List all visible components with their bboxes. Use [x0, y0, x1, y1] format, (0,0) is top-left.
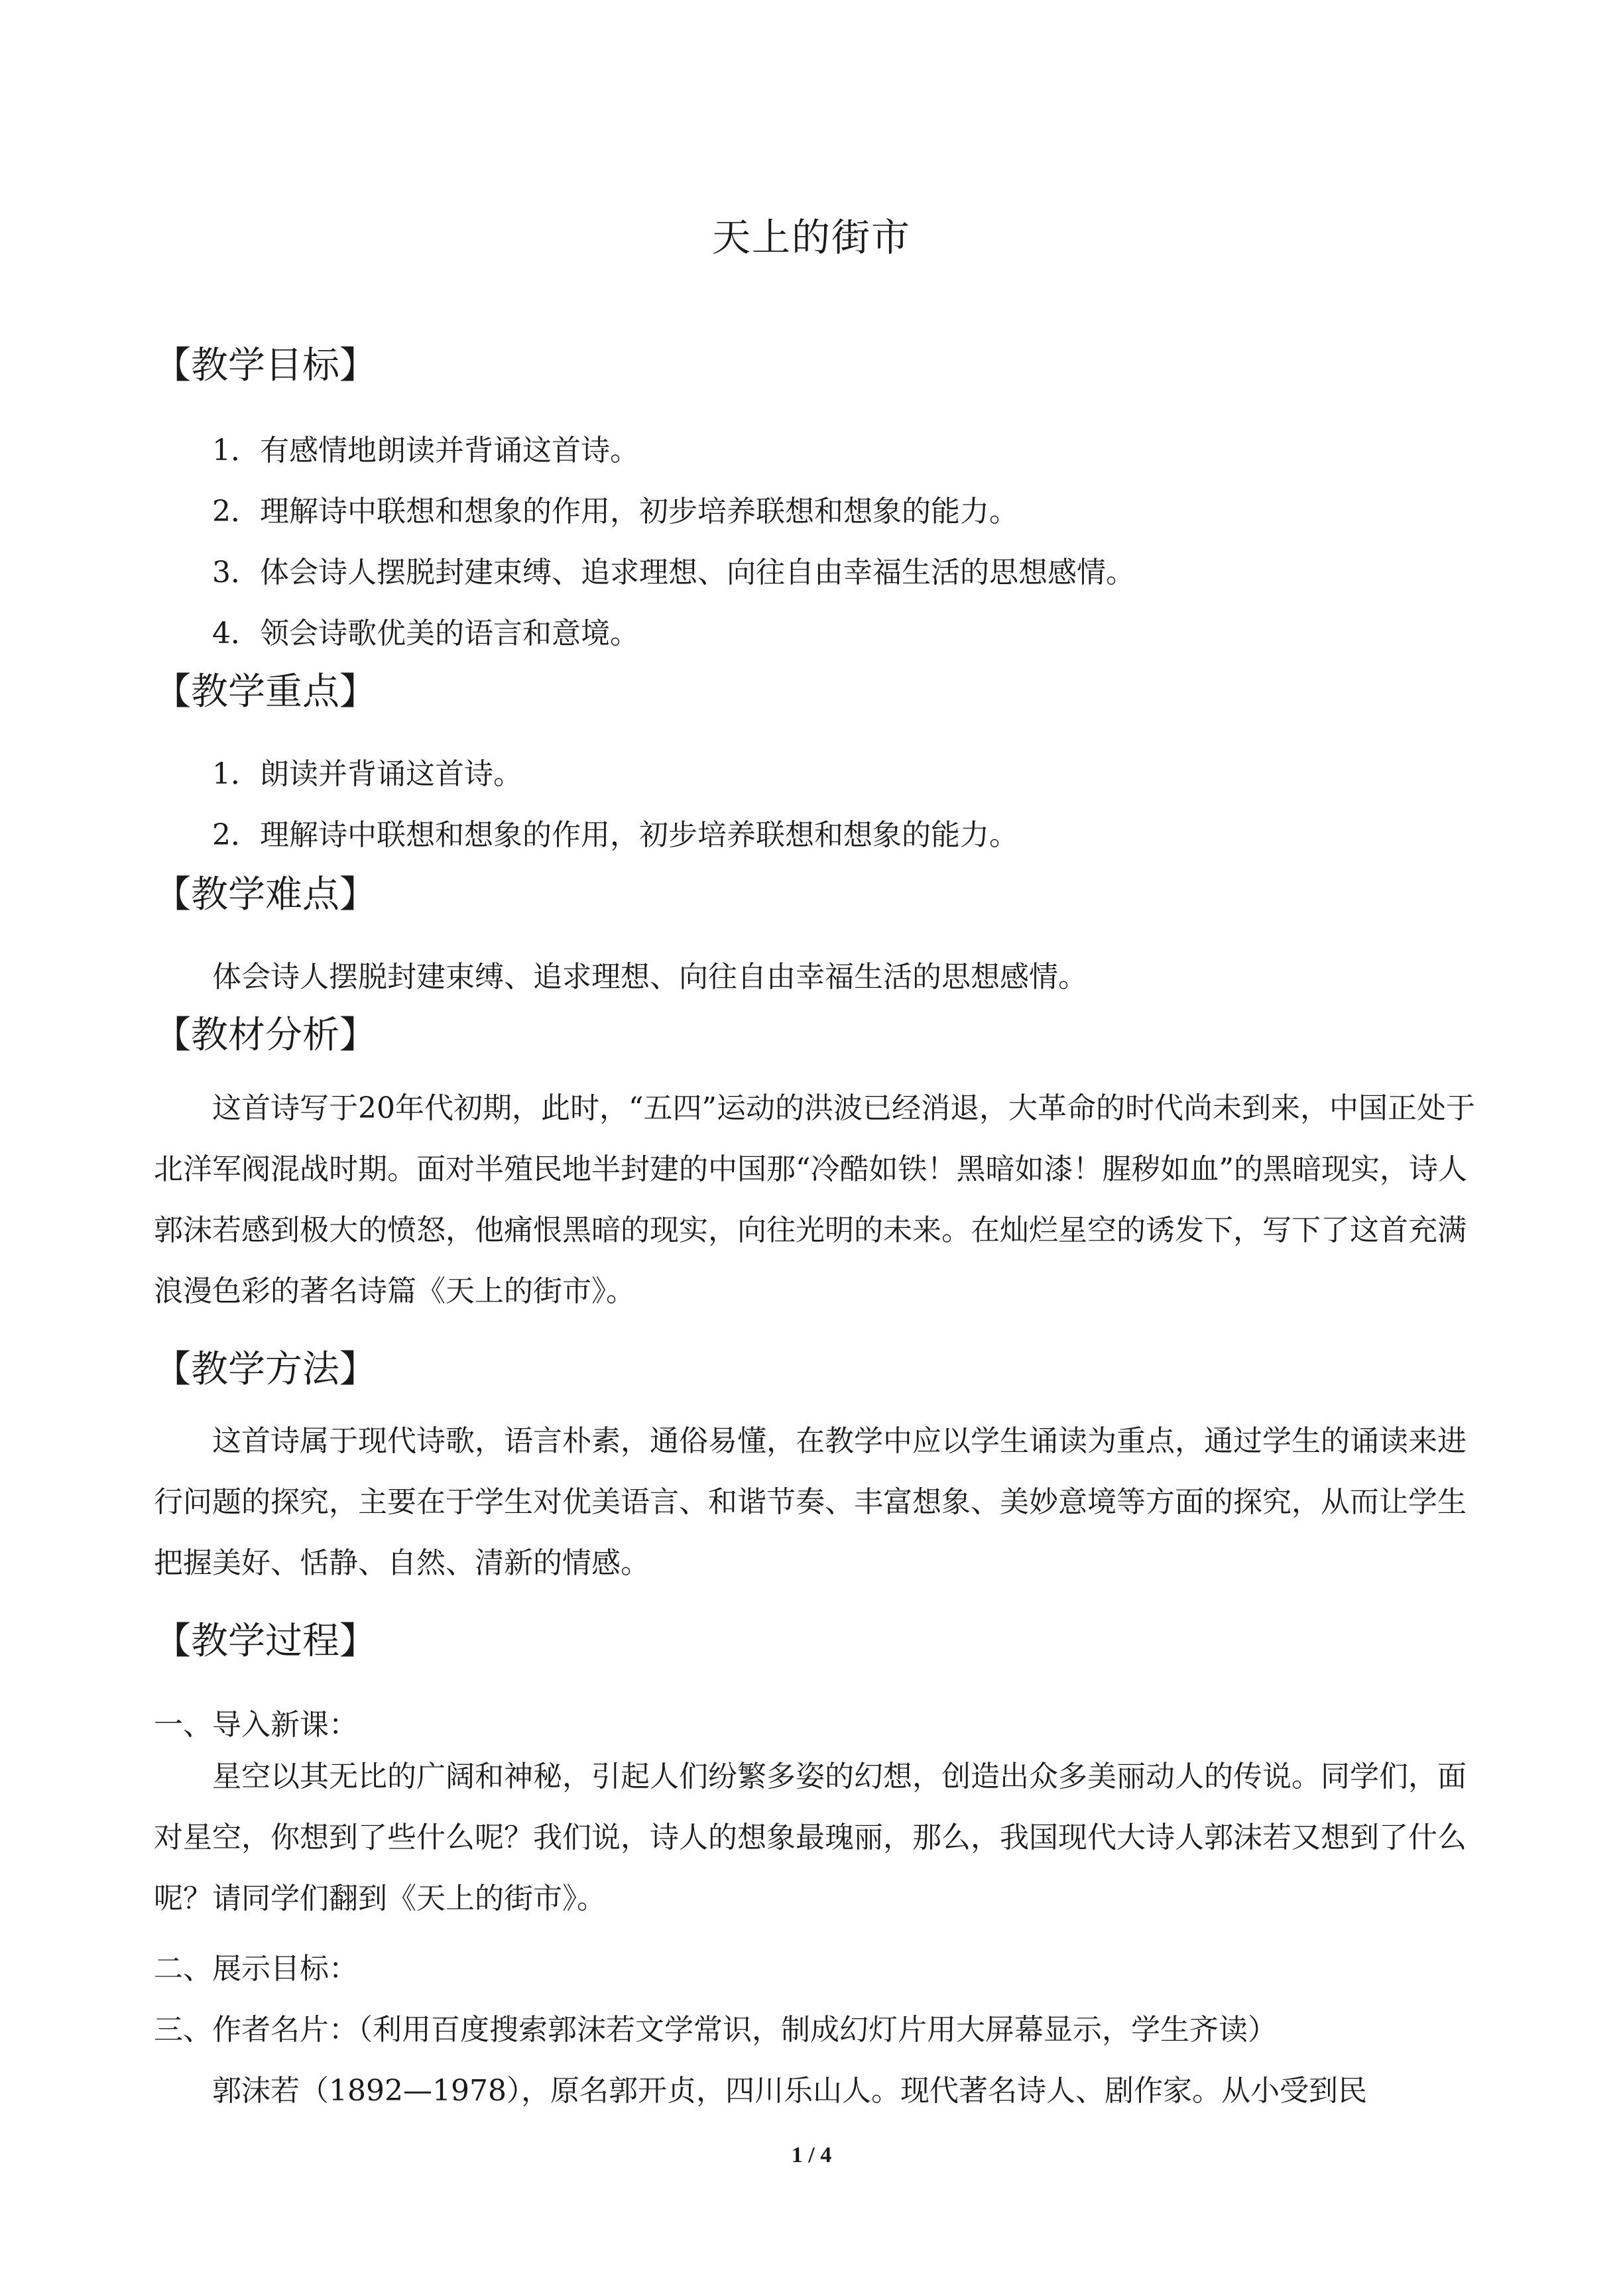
objective-item-1: 1．有感情地朗读并背诵这首诗。	[212, 434, 639, 467]
document-title: 天上的街市	[711, 215, 911, 260]
difficulties-text: 体会诗人摆脱封建束缚、追求理想、向往自由幸福生活的思想感情。	[212, 960, 1087, 994]
heading-analysis: 【教材分析】	[154, 1014, 377, 1057]
heading-methods: 【教学方法】	[154, 1348, 377, 1391]
objective-item-4: 4．领会诗歌优美的语言和意境。	[212, 617, 639, 650]
heading-process: 【教学过程】	[154, 1620, 377, 1663]
objective-item-2: 2．理解诗中联想和想象的作用，初步培养联想和想象的能力。	[212, 495, 1018, 528]
analysis-paragraph: 这首诗写于20年代初期，此时，“五四”运动的洪波已经消退，大革命的时代尚未到来，中国正处于北洋军阀混战时期。面对半殖民地半封建的中国那“冷酷如铁！黑暗如漆！腥秽如血”的黑暗现实，诗人郭沫若感到极大的愤怒，他痛恨黑暗的现实，向往光明的未来。在灿烂星空的诱发下，写下了这首充满浪漫色彩的著名诗篇《天上的街市》。	[154, 1091, 1475, 1308]
page-number: 1 / 4	[791, 2143, 832, 2167]
process-step-1-label: 一、导入新课：	[154, 1708, 358, 1742]
heading-objectives: 【教学目标】	[154, 344, 377, 387]
process-step-3-text: 郭沫若（1892—1978），原名郭开贞，四川乐山人。现代著名诗人、剧作家。从小受到民	[212, 2074, 1367, 2108]
key-point-item-1: 1．朗读并背诵这首诗。	[212, 757, 522, 791]
heading-difficulties: 【教学难点】	[154, 873, 377, 916]
heading-key-points: 【教学重点】	[154, 670, 377, 713]
process-step-1-text: 星空以其无比的广阔和神秘，引起人们纷繁多姿的幻想，创造出众多美丽动人的传说。同学们，面对星空，你想到了些什么呢？我们说，诗人的想象最瑰丽，那么，我国现代大诗人郭沫若又想到了什么呢？请同学们翻到《天上的街市》。	[154, 1760, 1467, 1915]
process-step-2-label: 二、展示目标：	[154, 1952, 358, 1986]
process-step-3-label: 三、作者名片：（利用百度搜索郭沫若文学常识，制成幻灯片用大屏幕显示，学生齐读）	[154, 2013, 1277, 2047]
key-point-item-2: 2．理解诗中联想和想象的作用，初步培养联想和想象的能力。	[212, 818, 1018, 852]
objective-item-3: 3．体会诗人摆脱封建束缚、追求理想、向往自由幸福生活的思想感情。	[212, 556, 1135, 589]
methods-paragraph: 这首诗属于现代诗歌，语言朴素，通俗易懂，在教学中应以学生诵读为重点，通过学生的诵读来进行问题的探究，主要在于学生对优美语言、和谐节奏、丰富想象、美妙意境等方面的探究，从而让学生把握美好、恬静、自然、清新的情感。	[154, 1424, 1467, 1580]
